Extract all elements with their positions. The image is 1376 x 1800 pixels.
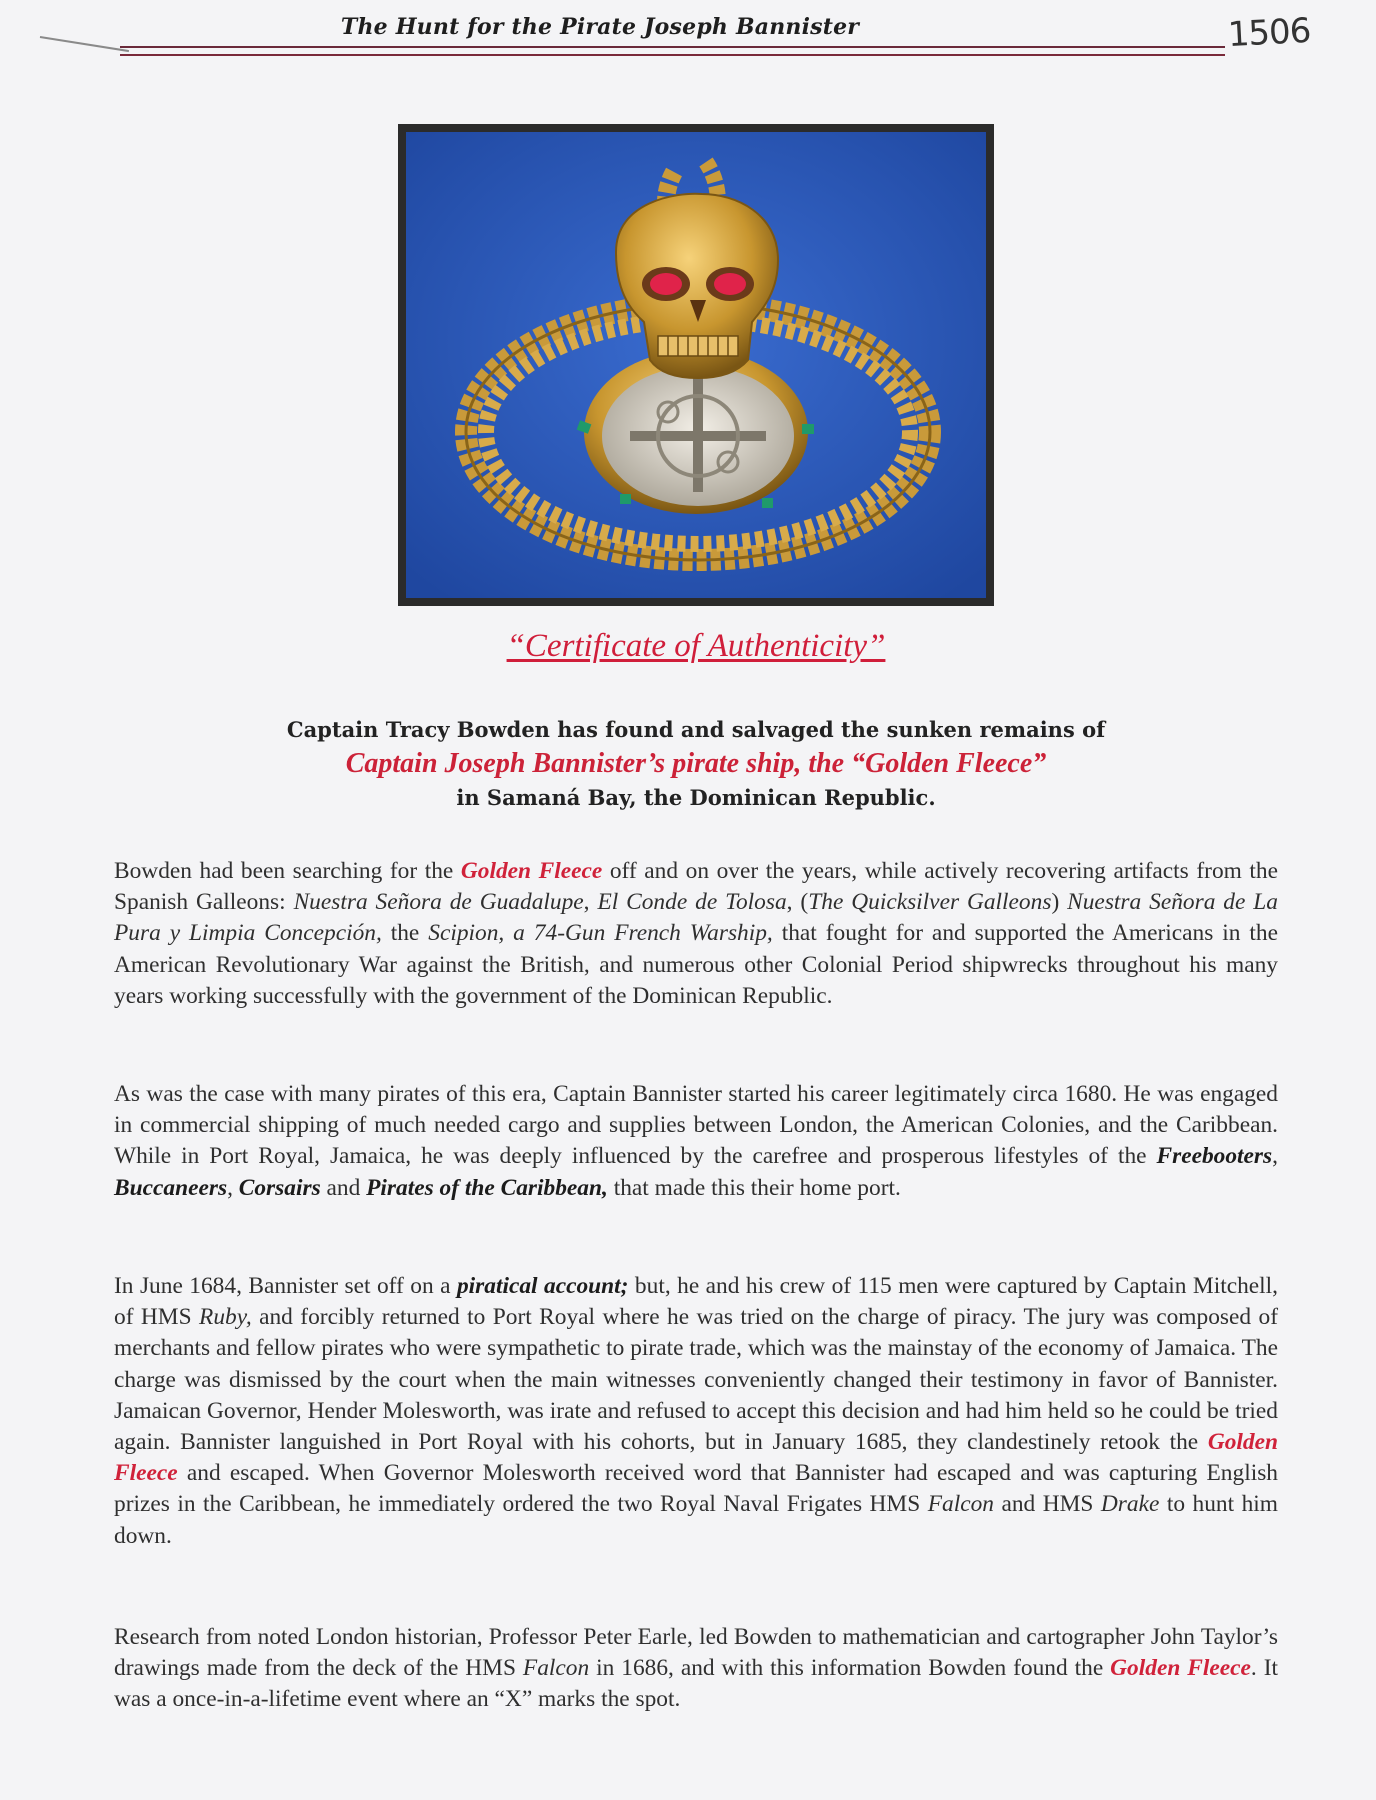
ship-name-falcon: Falcon <box>522 1655 590 1682</box>
galleon-name: El Conde de Tolosa <box>597 889 787 916</box>
ship-name-ruby: Ruby, <box>199 1304 252 1331</box>
galleon-name: The Quicksilver Galleons <box>808 889 1052 916</box>
text-run: . It was a once-in-a-lifetime event where an “X” marks the spot. <box>114 1655 1278 1713</box>
running-header: The Hunt for the Pirate Joseph Bannister <box>340 14 860 40</box>
ship-name: Golden Fleece <box>114 1429 1278 1487</box>
text-run: and forcibly returned to Port Royal where he was tried on the charge of piracy. The jury was composed of merchants and fellow pirates who were sympathetic to pirate trade, which was the mainstay of the economy of Jamaica. The charge was dismissed by the court when the main witnesses conveniently changed their testimony in favor of Bannister. Jamaican Governor, Hender Molesworth, was irate and refused to accept this decision and had him held so he could be tried again. Bannister languished in Port Royal with his cohorts, but in January 1685, they clandestinely retook the <box>114 1304 1278 1456</box>
text-run: , ( <box>786 889 809 916</box>
text-run: Bowden had been searching for the <box>114 858 461 884</box>
emphasis: Corsairs <box>238 1174 321 1201</box>
galleon-name: Nuestra Señora de Guadalupe <box>293 889 584 916</box>
text-run: off and on over the years, while actively recovering artifacts from the Spanish Galleons: <box>114 858 1278 916</box>
text-run: and escaped. When Governor Molesworth received word that Bannister had escaped and was capturing English prizes in the Caribbean, he immediately ordered the two Royal Naval Frigates HMS <box>114 1460 1278 1518</box>
certificate-title: “Certificate of Authenticity” <box>506 628 886 664</box>
emphasis: Freebooters <box>1156 1143 1273 1170</box>
paragraph-1 <box>114 856 1278 1012</box>
text-run: but, he and his crew of 115 men were captured by Captain Mitchell, of HMS <box>114 1273 1279 1331</box>
text-run: in 1686, and with this information Bowden found the <box>589 1655 1111 1682</box>
ship-name: Golden Fleece <box>460 858 603 884</box>
text-run: and <box>320 1174 367 1201</box>
header-rule <box>120 46 1225 56</box>
emphasis: Buccaneers <box>114 1174 228 1201</box>
text-run: to hunt him down. <box>114 1491 1278 1549</box>
ship-name-falcon: Falcon <box>927 1491 994 1518</box>
ship-name-drake: Drake <box>1100 1491 1160 1518</box>
intro-block <box>0 714 1376 814</box>
galleon-name: Nuestra Señora de La Pura y Limpia Concepción, <box>114 889 1279 947</box>
text-run: that made this their home port. <box>607 1174 901 1201</box>
text-run: that fought for and supported the Americans in the American Revolutionary War against the British, and numerous other Colonial Period shipwrecks throughout his many years working successfully with the government of the Dominican Republic. <box>114 920 1278 1009</box>
pendant-photo <box>398 124 994 606</box>
ship-name: Golden Fleece <box>1110 1655 1251 1682</box>
text-run: and HMS <box>993 1491 1101 1518</box>
paragraph-2 <box>114 1079 1278 1204</box>
warship-name: Scipion, a 74-Gun French Warship, <box>428 920 773 947</box>
intro-line-3: in Samaná Bay, the Dominican Republic. <box>456 785 936 810</box>
text-run: In June 1684, Bannister set off on a <box>114 1273 457 1299</box>
paragraph-3 <box>114 1271 1278 1552</box>
paragraph-4 <box>114 1622 1278 1716</box>
text-run: , <box>227 1174 239 1201</box>
text-run: As was the case with many pirates of this era, Captain Bannister started his career legitimately circa 1680. He was engaged in commercial shipping of much needed cargo and supplies between London, the American Colonies, and the Caribbean. While in Port Royal, Jamaica, he was deeply influenced by the carefree and prosperous lifestyles of the <box>114 1081 1278 1170</box>
emphasis: piratical account; <box>456 1273 629 1299</box>
handwritten-page-number: 1506 <box>1226 10 1312 56</box>
skull-pendant-icon <box>406 132 986 598</box>
intro-line-1: Captain Tracy Bowden has found and salvaged the sunken remains of <box>286 717 1106 742</box>
text-run: the <box>381 920 429 947</box>
text-run: , <box>583 889 598 916</box>
text-run: , <box>1272 1143 1278 1170</box>
text-run: Research from noted London historian, Professor Peter Earle, led Bowden to mathematician and cartographer John Taylor’s drawings made from the deck of the HMS <box>114 1624 1278 1682</box>
intro-line-2: Captain Joseph Bannister’s pirate ship, the “Golden Fleece” <box>345 748 1047 779</box>
emphasis: Pirates of the Caribbean, <box>366 1174 608 1201</box>
text-run: ) <box>1051 889 1068 916</box>
